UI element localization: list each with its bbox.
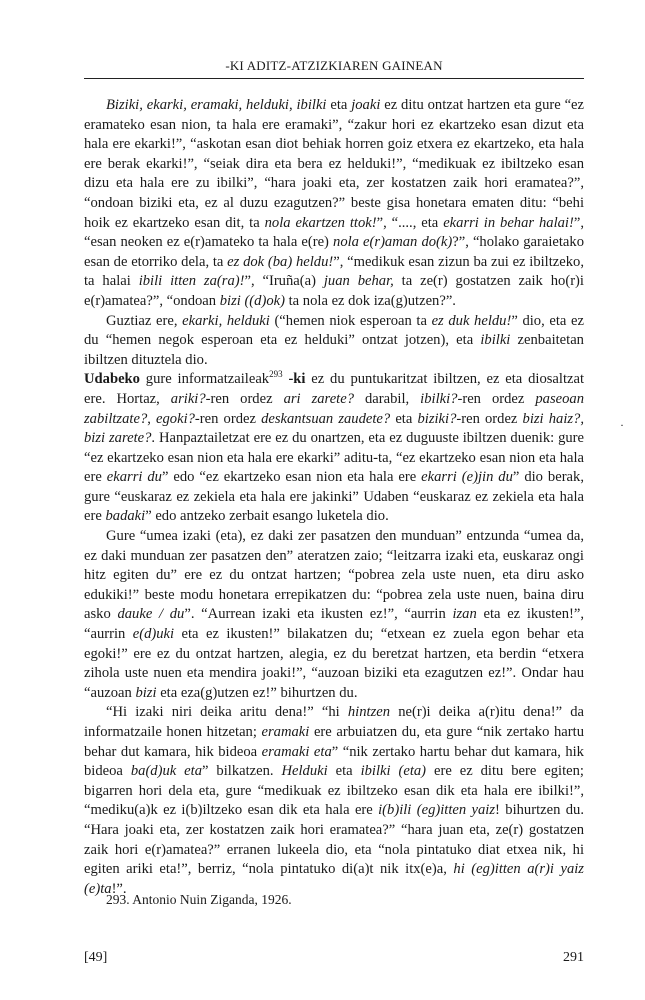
paragraph: Gure “umea izaki (eta), ez daki zer pasatzen den munduan” entzunda “umea da, ez daki munduan zer pasatzen den” ateratzen zaio; “leitzarra izaki eta, euskaraz ongi hitz egiten du” ere ez du ontzat hartzen; “pobrea zela uste nuen, eta diru asko edukiki!” beste modu honetara errepikatzen du: “pobrea zela uste nuen, baina diru asko dauke / du”. “Aurrean izaki eta ikusten ez!”, “aurrin izan eta ez ikusten!”, “aurrin e(d)uki eta ez ikusten!” bilakatzen du; “etxean ez zuela egon behar eta egoki!” ere ez du ontzat hartzen, alegia, ez du beretzat hartzen, eta berdin “etxera zihola uste nuen eta mendira joaki!”, “auzoan biziki eta ezagutzen ez!”. Ondar hau “auzoan bizi eta eza(g)utzen ez!” bihurtzen du. bbox=[84, 528, 584, 701]
header-rule bbox=[84, 78, 584, 79]
paragraph: Biziki, ekarki, eramaki, helduki, ibilki eta joaki ez ditu ontzat hartzen eta gure “ez eramateko esan nion, ta hala ere eramaki”, “zakur hori ez ekartzeko esan dizut eta hala ere ekarki!”, “askotan esan diot behiak horren goiz etxera ez ekartzeko, eta hala ere berak ekarki!”, “seiak dira eta bera ez helduki!”, “medikuak ez ibiltzeko esan dizu eta hala ere zu ibilki”, “hara joaki eta, zer kostatzen zaik hori eramatea?”, “ondoan biziki eta, ez al duzu ezagutzen?” beste gisa honetara ematen ditu: “behi hoik ez ekartzeko esan dit, ta nola ekartzen ttok!”, “...., eta ekarri in behar halai!”, “esan neoken ez e(r)amateko ta hala e(re) nola e(r)aman do(k)?”, “holako garaietako esan de etorriko dela, ta ez dok (ba) heldu!”, “medikuk esan zizun ba zui ez ibiltzeko, ta halai ibili itten za(ra)!”, “Iruña(a) juan behar, ta ze(r) gostatzen zaik ho(r)i e(r)amatea?”, “ondoan bizi ((d)ok) ta nola ez dok iza(g)utzen?”. bbox=[84, 97, 585, 309]
paragraph: Guztiaz ere, ekarki, helduki (“hemen niok esperoan ta ez duk heldu!” dio, eta ez du “hemen negok esperoan eta ez helduki” ontzat jotzen), eta ibilki zenbaitetan ibiltzen dituztela dio. bbox=[84, 312, 584, 368]
folio-left: [49] bbox=[84, 950, 108, 965]
footnote-text: Antonio Nuin Ziganda, 1926. bbox=[132, 892, 292, 907]
margin-dot: · bbox=[620, 418, 624, 432]
paragraph: “Hi izaki niri deika aritu dena!” “hi hintzen ne(r)i deika a(r)itu dena!” da informatzaile honen hitzetan; eramaki ere arbuiatzen du, eta gure “nik zertako hartu behar dut kamara, hik bideoa eramaki eta” “nik zertako hartu behar dut kamara, hik bideoa ba(d)uk eta” bilkatzen. Helduki eta ibilki (eta) ere ez ditu bere egiten; bigarren hori dela eta, gure “medikuak ez ibiltzeko esan dik eta hala ere ibilki!”, “mediku(a)k ez i(b)iltzeko esan dik eta hala ere i(b)ili (eg)itten yaiz! bihurtzen du. “Hara joaki eta, zer kostatzen zaik hori eramatea?” “hara juan eta, ze(r) gostatzen zaik hori e(r)amatea?” erranen lukeela dio, eta “nola pintatuko diat etxea nik, hi egiten ariki eta!”, berriz, “nola pintatuko di(a)t nik itx(e)a, hi (eg)itten a(r)i yaiz (e)ta!”. bbox=[84, 704, 584, 897]
footnote-number: 293. bbox=[106, 892, 130, 907]
paragraph: Udabeko gure informatzaileak$^{293}$ -ki ez du puntukaritzat ibiltzen, ez eta diosaltzat ere. Hortaz, ariki?-ren ordez ari zarete? darabil, ibilki?-ren ordez paseoan zabiltzate?, egoki?-ren ordez deskantsuan zaudete? eta biziki?-ren ordez bizi haiz?, bizi zarete?. Hanpaztailetzat ere ez du onartzen, eta ez duguuste ibiltzen duenik: gure “ez ekartzeko esan nion eta hala ere ekarki” aditu-ta, “ez ekartzeko esan nion eta hala ere ekarri du” edo “ez ekartzeko esan nion eta hala ere ekarri (e)jin du” dio berak, gure “euskaraz ez zekiela eta hala ere jakinki” Udaben “euskaraz ez zekiela eta hala ere badaki” edo antzeko zerbait esango luketela dio. bbox=[84, 369, 585, 525]
running-title: -KI ADITZ-ATZIZKIAREN GAINEAN bbox=[225, 58, 443, 73]
body-text bbox=[84, 96, 584, 899]
page-number: 291 bbox=[563, 950, 584, 965]
footnote bbox=[84, 892, 584, 908]
